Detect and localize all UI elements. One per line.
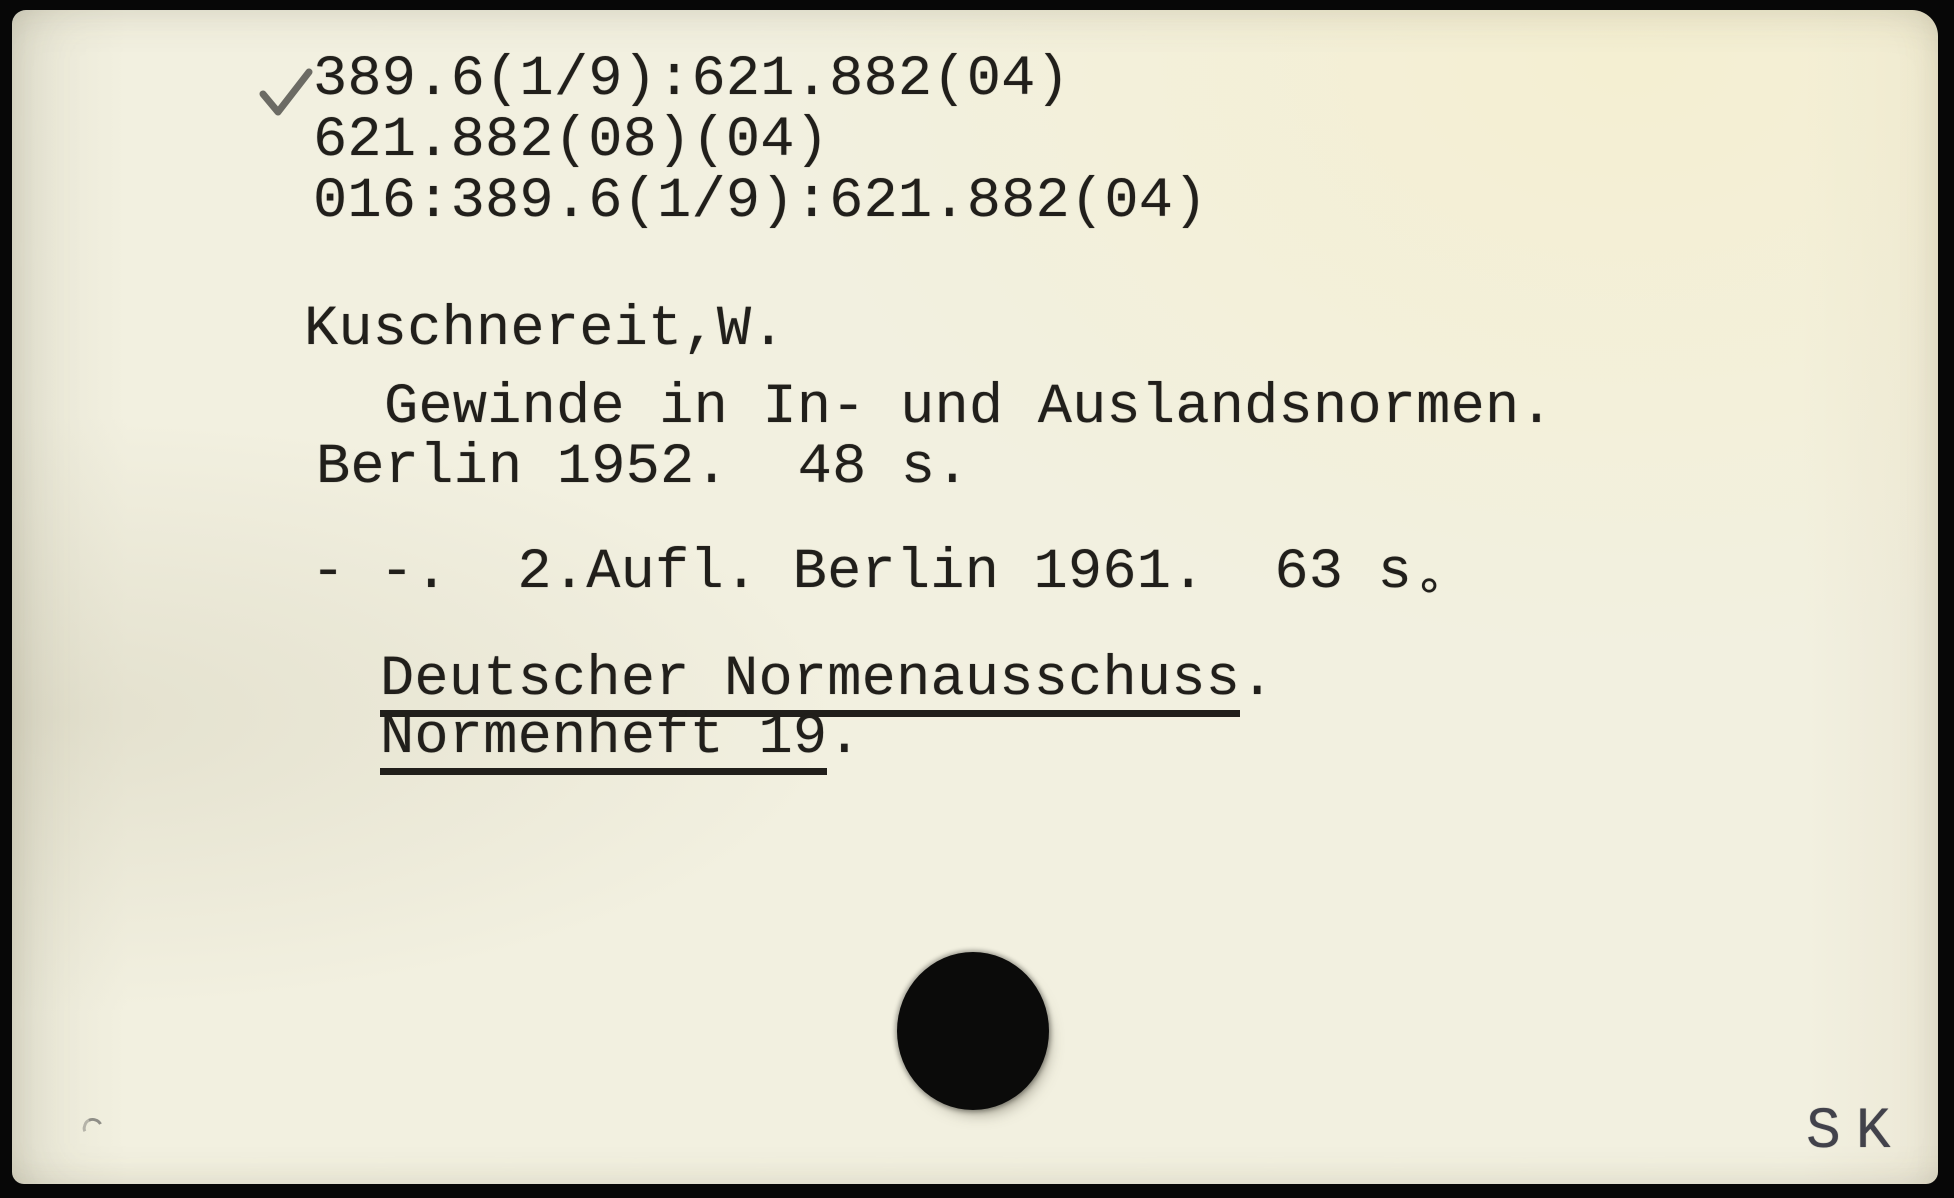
edition-terminal-mark: °	[1413, 571, 1445, 629]
call-number-line-1: 389.6(1/9):621.882(04)	[313, 48, 1070, 112]
punch-hole-icon	[897, 952, 1049, 1110]
catalog-card	[12, 10, 1938, 1184]
owner-stamp: SK	[1806, 1100, 1906, 1165]
series-number-period: .	[827, 706, 862, 770]
imprint-line: Berlin 1952. 48 s.	[316, 436, 970, 500]
series-name-period: .	[1240, 648, 1275, 712]
author-line: Kuschnereit,W.	[304, 298, 786, 362]
series-name-underlined: Deutscher Normenausschuss	[380, 652, 1240, 717]
edition-line	[311, 541, 1446, 629]
pencil-speck	[81, 1115, 106, 1139]
checkmark-icon	[258, 66, 314, 120]
call-number-line-3: 016:389.6(1/9):621.882(04)	[313, 170, 1208, 234]
series-line-2	[380, 706, 862, 775]
series-number-underlined: Normenheft 19	[380, 710, 827, 775]
call-number-line-2: 621.882(08)(04)	[313, 109, 830, 173]
edition-text: - -. 2.Aufl. Berlin 1961. 63 s	[311, 541, 1412, 605]
title-line: Gewinde in In- und Auslandsnormen.	[384, 376, 1554, 440]
